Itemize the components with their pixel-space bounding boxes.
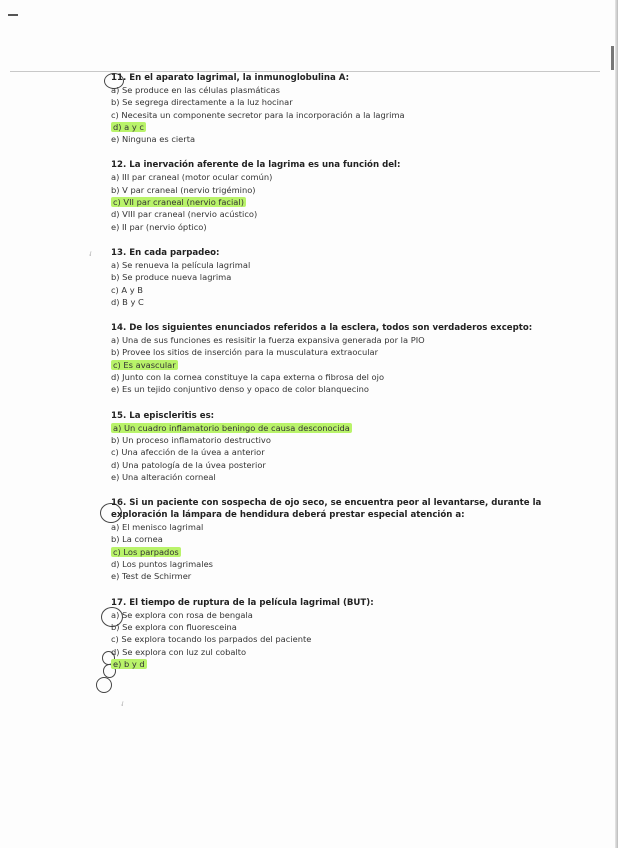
option-d: d) B y C	[111, 296, 144, 307]
option-d: d) Los puntos lagrimales	[111, 559, 213, 570]
option-d	[111, 121, 601, 133]
question-12	[111, 159, 601, 232]
highlighted-answer: a) Un cuadro inflamatorio beningo de causa desconocida	[113, 422, 350, 433]
option-a	[111, 422, 601, 434]
option-e: e) II par (nervio óptico)	[111, 221, 207, 232]
option-a: a) Se renueva la película lagrimal	[111, 259, 251, 270]
question-title: 17. El tiempo de ruptura de la película lagrimal (BUT):	[111, 597, 374, 608]
question-title: 15. La episcleritis es:	[111, 410, 215, 421]
highlighted-answer: c) Es avascular	[113, 359, 176, 370]
option-b: b) Se segrega directamente a la luz hocinar	[111, 97, 293, 108]
option-e: e) Ninguna es cierta	[111, 134, 196, 145]
question-title: 16. Si un paciente con sospecha de ojo seco, se encuentra peor al levantarse, durante la	[111, 498, 542, 509]
option-c	[111, 359, 601, 371]
option-a: a) El menisco lagrimal	[111, 522, 204, 533]
option-d: d) Una patología de la úvea posterior	[111, 459, 266, 470]
question-16	[111, 497, 601, 582]
option-e: e) Test de Schirmer	[111, 571, 192, 582]
question-17	[111, 597, 601, 670]
option-a: a) III par craneal (motor ocular común)	[111, 172, 273, 183]
question-title-continued: exploración la lámpara de hendidura deberá prestar especial atención a:	[111, 510, 465, 521]
option-e	[111, 658, 601, 670]
exam-content	[111, 72, 601, 684]
option-c	[111, 546, 601, 558]
option-e: e) Es un tejido conjuntivo denso y opaco de color blanquecino	[111, 384, 369, 395]
option-c: c) Una afección de la úvea a anterior	[111, 447, 265, 458]
highlighted-answer: c) Los parpados	[113, 546, 179, 557]
option-e: e) Una alteración corneal	[111, 471, 216, 482]
option-d: d) Se explora con luz zul cobalto	[111, 646, 247, 657]
question-title: 14. De los siguientes enunciados referidos a la esclera, todos son verdaderos excepto:	[111, 323, 533, 334]
question-11	[111, 72, 601, 145]
option-d: d) Junto con la cornea constituye la capa externa o fibrosa del ojo	[111, 372, 385, 383]
option-a: a) Una de sus funciones es resisitir la fuerza expansiva generada por la PIO	[111, 335, 425, 346]
option-a: a) Se produce en las células plasmáticas	[111, 85, 280, 95]
question-14	[111, 322, 601, 395]
pencil-mark-q13: ✓	[86, 249, 96, 259]
option-d: d) VIII par craneal (nervio acústico)	[111, 209, 258, 220]
highlighted-answer: c) VII par craneal (nervio facial)	[113, 197, 244, 208]
highlighted-answer: e) b y d	[113, 658, 145, 669]
option-b: b) Se explora con fluoresceina	[111, 621, 237, 632]
option-b: b) Provee los sitios de inserción para la musculatura extraocular	[111, 347, 379, 358]
question-13	[111, 247, 601, 308]
option-c	[111, 196, 601, 208]
option-c: c) Necesita un componente secretor para la incorporación a la lagrima	[111, 109, 405, 120]
scan-artifact-mark	[8, 14, 18, 16]
option-c: c) Se explora tocando los parpados del paciente	[111, 634, 312, 645]
option-b: b) Un proceso inflamatorio destructivo	[111, 434, 271, 445]
option-b: b) V par craneal (nervio trigémino)	[111, 184, 256, 195]
option-c: c) A y B	[111, 284, 143, 295]
question-title: 12. La inervación aferente de la lagrima es una función del:	[111, 160, 401, 171]
option-a: a) Se explora con rosa de bengala	[111, 609, 253, 620]
pen-circle-q17-e	[96, 677, 112, 693]
highlighted-answer: d) a y c	[113, 121, 144, 132]
question-15	[111, 410, 601, 483]
page-edge-mark	[611, 46, 614, 70]
question-title: 13. En cada parpadeo:	[111, 247, 220, 258]
pencil-mark-q17: ✓	[118, 699, 128, 709]
option-b: b) Se produce nueva lagrima	[111, 272, 232, 283]
option-b: b) La cornea	[111, 534, 163, 545]
question-title: 11. En el aparato lagrimal, la inmunoglobulina A:	[111, 73, 350, 83]
